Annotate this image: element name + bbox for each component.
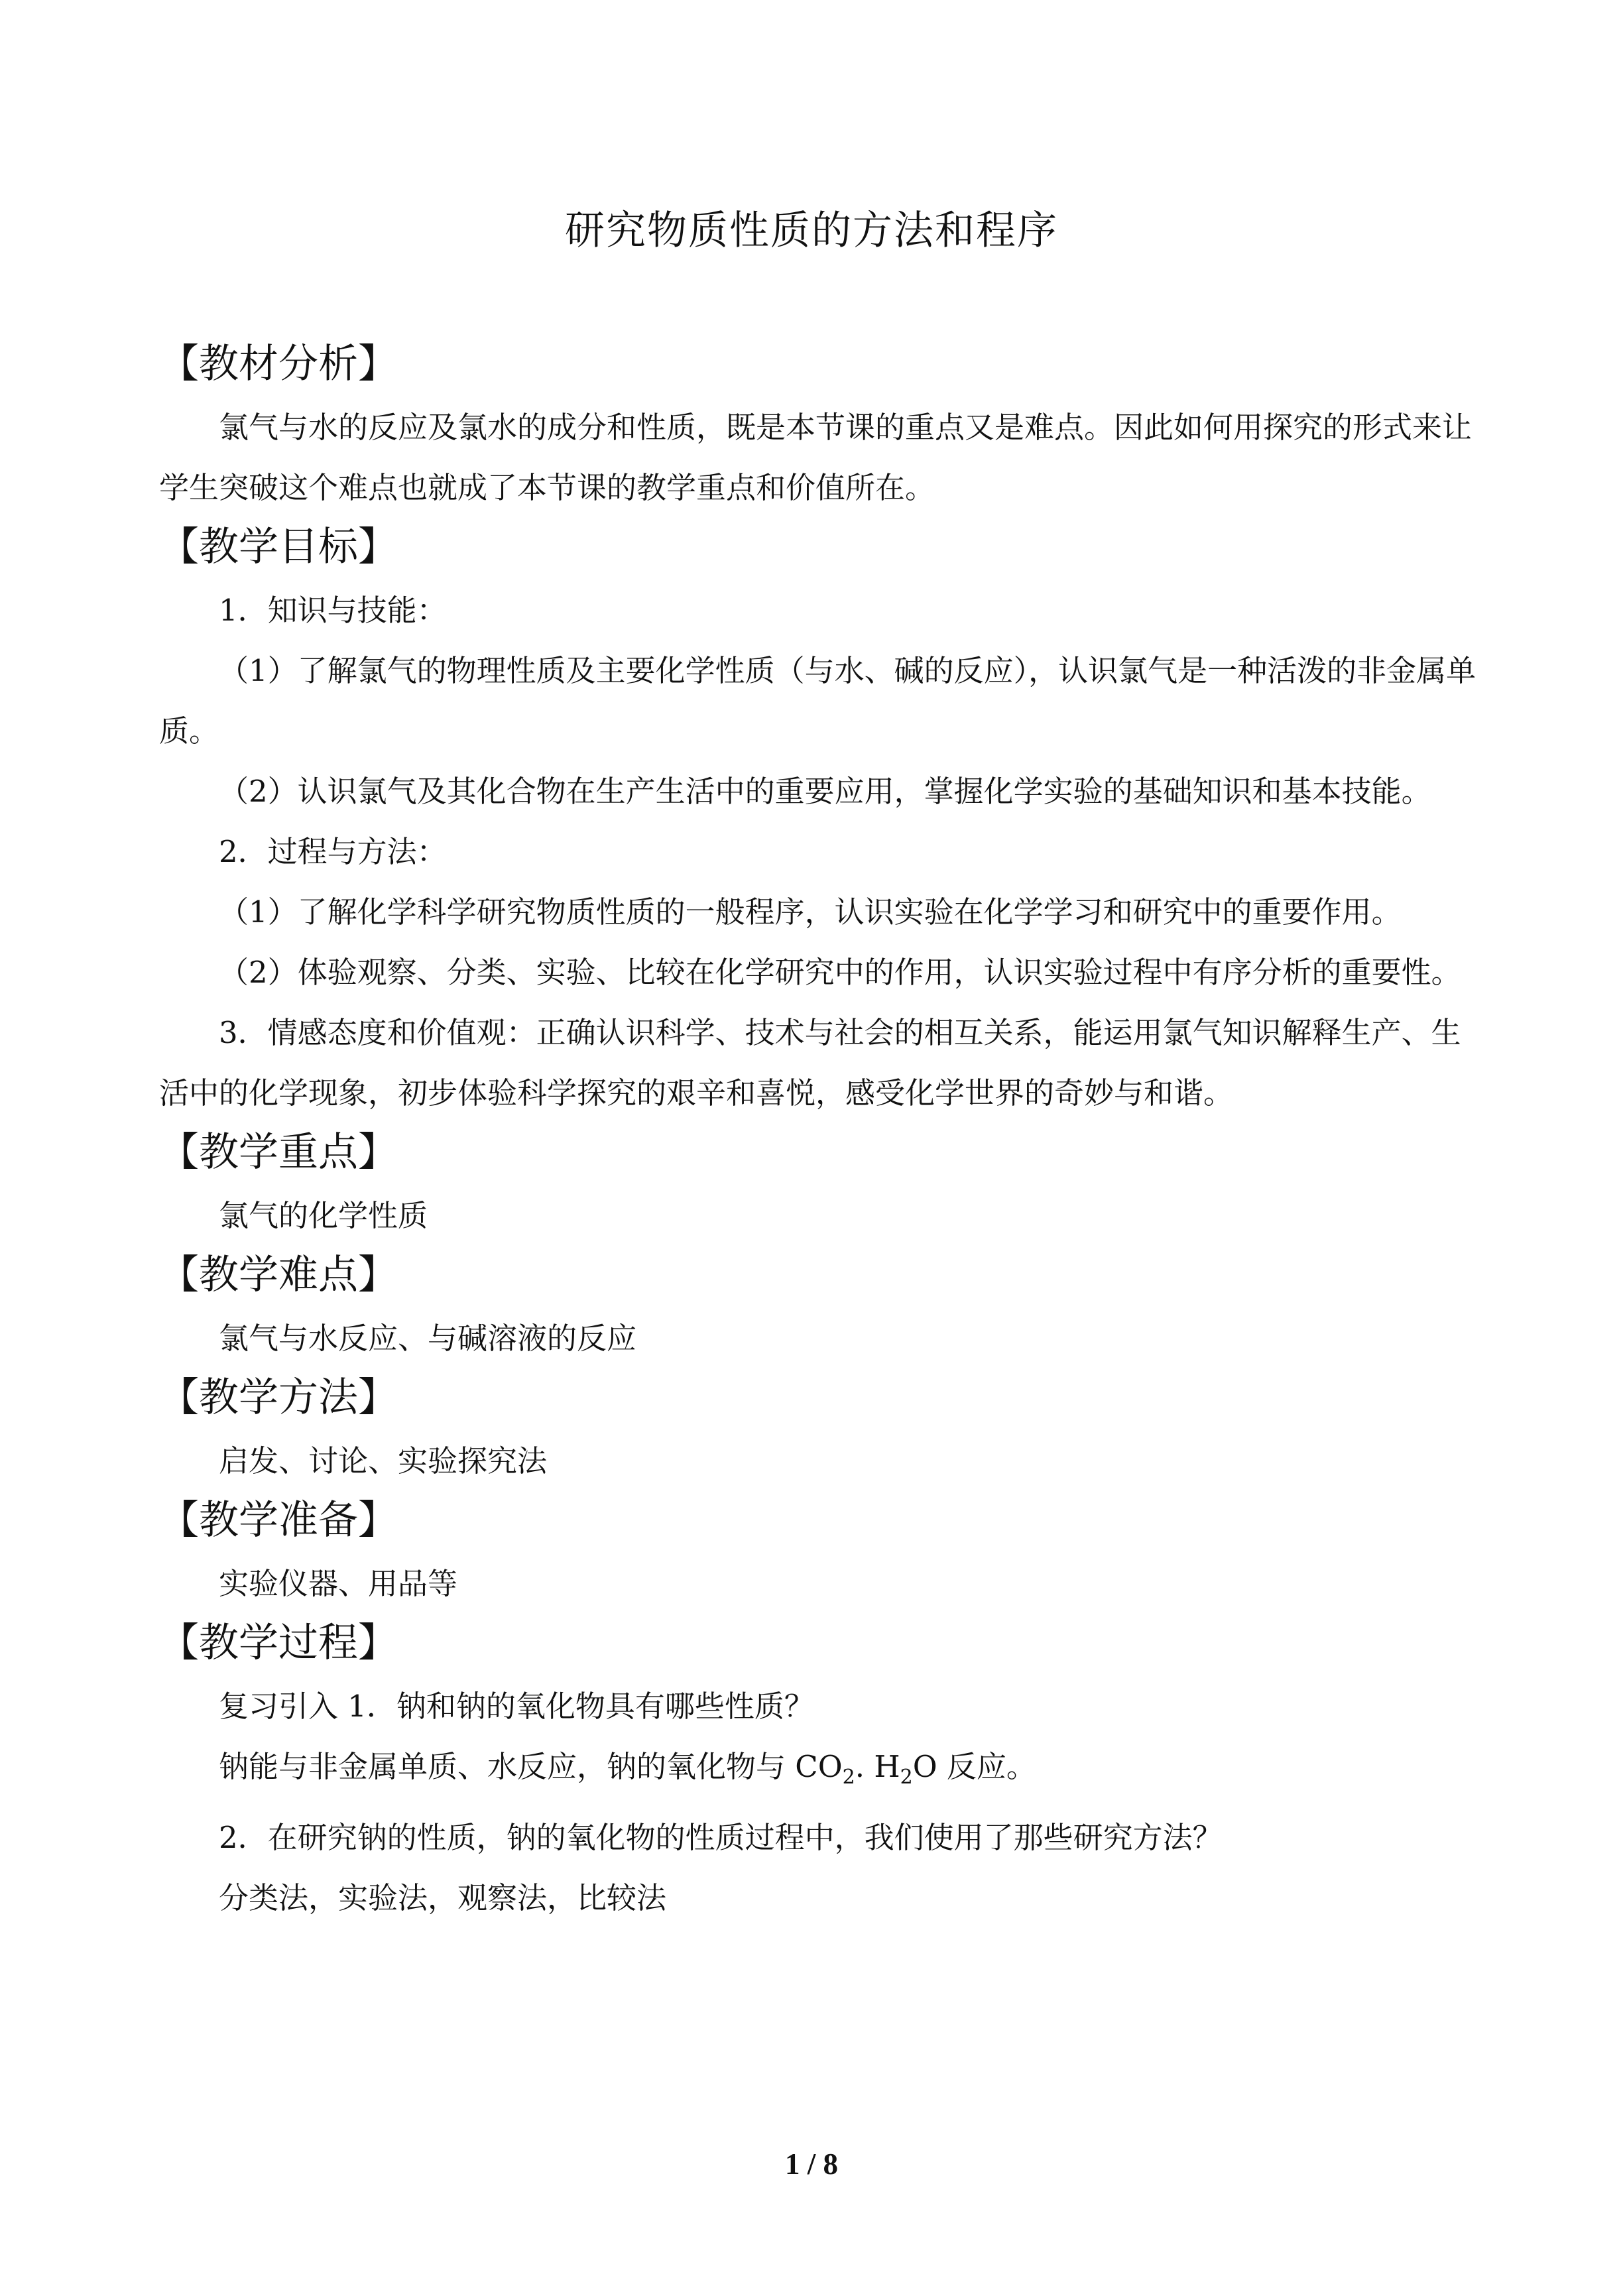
process-line-2-part-b: . H	[855, 1749, 900, 1784]
key-points-text: 氯气的化学性质	[219, 1198, 428, 1233]
process-line-2-part-a: 钠能与非金属单质、水反应，钠的氧化物与 CO	[219, 1749, 843, 1784]
co2-subscript: 2	[842, 1766, 855, 1789]
document-title: 研究物质性质的方法和程序	[565, 208, 1058, 254]
process-line-3: 2．在研究钠的性质，钠的氧化物的性质过程中，我们使用了那些研究方法？	[219, 1820, 1223, 1855]
goal-3: 3．情感态度和价值观：正确认识科学、技术与社会的相互关系，能运用氯气知识解释生产、生活中的化学现象，初步体验科学探究的艰辛和喜悦，感受化学世界的奇妙与和谐。	[159, 1015, 1461, 1111]
process-line-2	[159, 1736, 1484, 1807]
page-number: 1 / 8	[784, 2147, 838, 2181]
process-line-1: 复习引入 1．钠和钠的氧化物具有哪些性质？	[219, 1689, 814, 1724]
preparation-text: 实验仪器、用品等	[219, 1566, 458, 1601]
section-heading-methods: 【教学方法】	[159, 1374, 398, 1421]
goal-2-item-1: （1）了解化学科学研究物质性质的一般程序，认识实验在化学学习和研究中的重要作用。	[219, 894, 1402, 930]
difficulties-text: 氯气与水反应、与碱溶液的反应	[219, 1321, 637, 1356]
process-line-4: 分类法，实验法，观察法，比较法	[219, 1880, 667, 1915]
section-heading-preparation: 【教学准备】	[159, 1497, 398, 1543]
section-heading-key-points: 【教学重点】	[159, 1129, 398, 1176]
goal-1-title: 1．知识与技能：	[219, 593, 447, 628]
goal-2-item-2: （2）体验观察、分类、实验、比较在化学研究中的作用，认识实验过程中有序分析的重要性。	[219, 955, 1461, 990]
analysis-paragraph: 氯气与水的反应及氯水的成分和性质，既是本节课的重点又是难点。因此如何用探究的形式来让学生突破这个难点也就成了本节课的教学重点和价值所在。	[159, 410, 1473, 505]
section-heading-goals: 【教学目标】	[159, 524, 398, 570]
process-line-2-part-c: O 反应。	[912, 1749, 1036, 1784]
document-body	[159, 335, 1484, 1928]
goal-2-title: 2．过程与方法：	[219, 834, 447, 869]
section-heading-analysis: 【教材分析】	[159, 341, 398, 387]
methods-text: 启发、讨论、实验探究法	[219, 1443, 548, 1479]
goal-1-item-1: （1）了解氯气的物理性质及主要化学性质（与水、碱的反应），认识氯气是一种活泼的非金属单质。	[159, 653, 1476, 749]
goal-1-item-2: （2）认识氯气及其化合物在生产生活中的重要应用，掌握化学实验的基础知识和基本技能。	[219, 774, 1431, 809]
h2o-subscript: 2	[900, 1766, 913, 1789]
section-heading-process: 【教学过程】	[159, 1620, 398, 1666]
section-heading-difficulties: 【教学难点】	[159, 1252, 398, 1298]
